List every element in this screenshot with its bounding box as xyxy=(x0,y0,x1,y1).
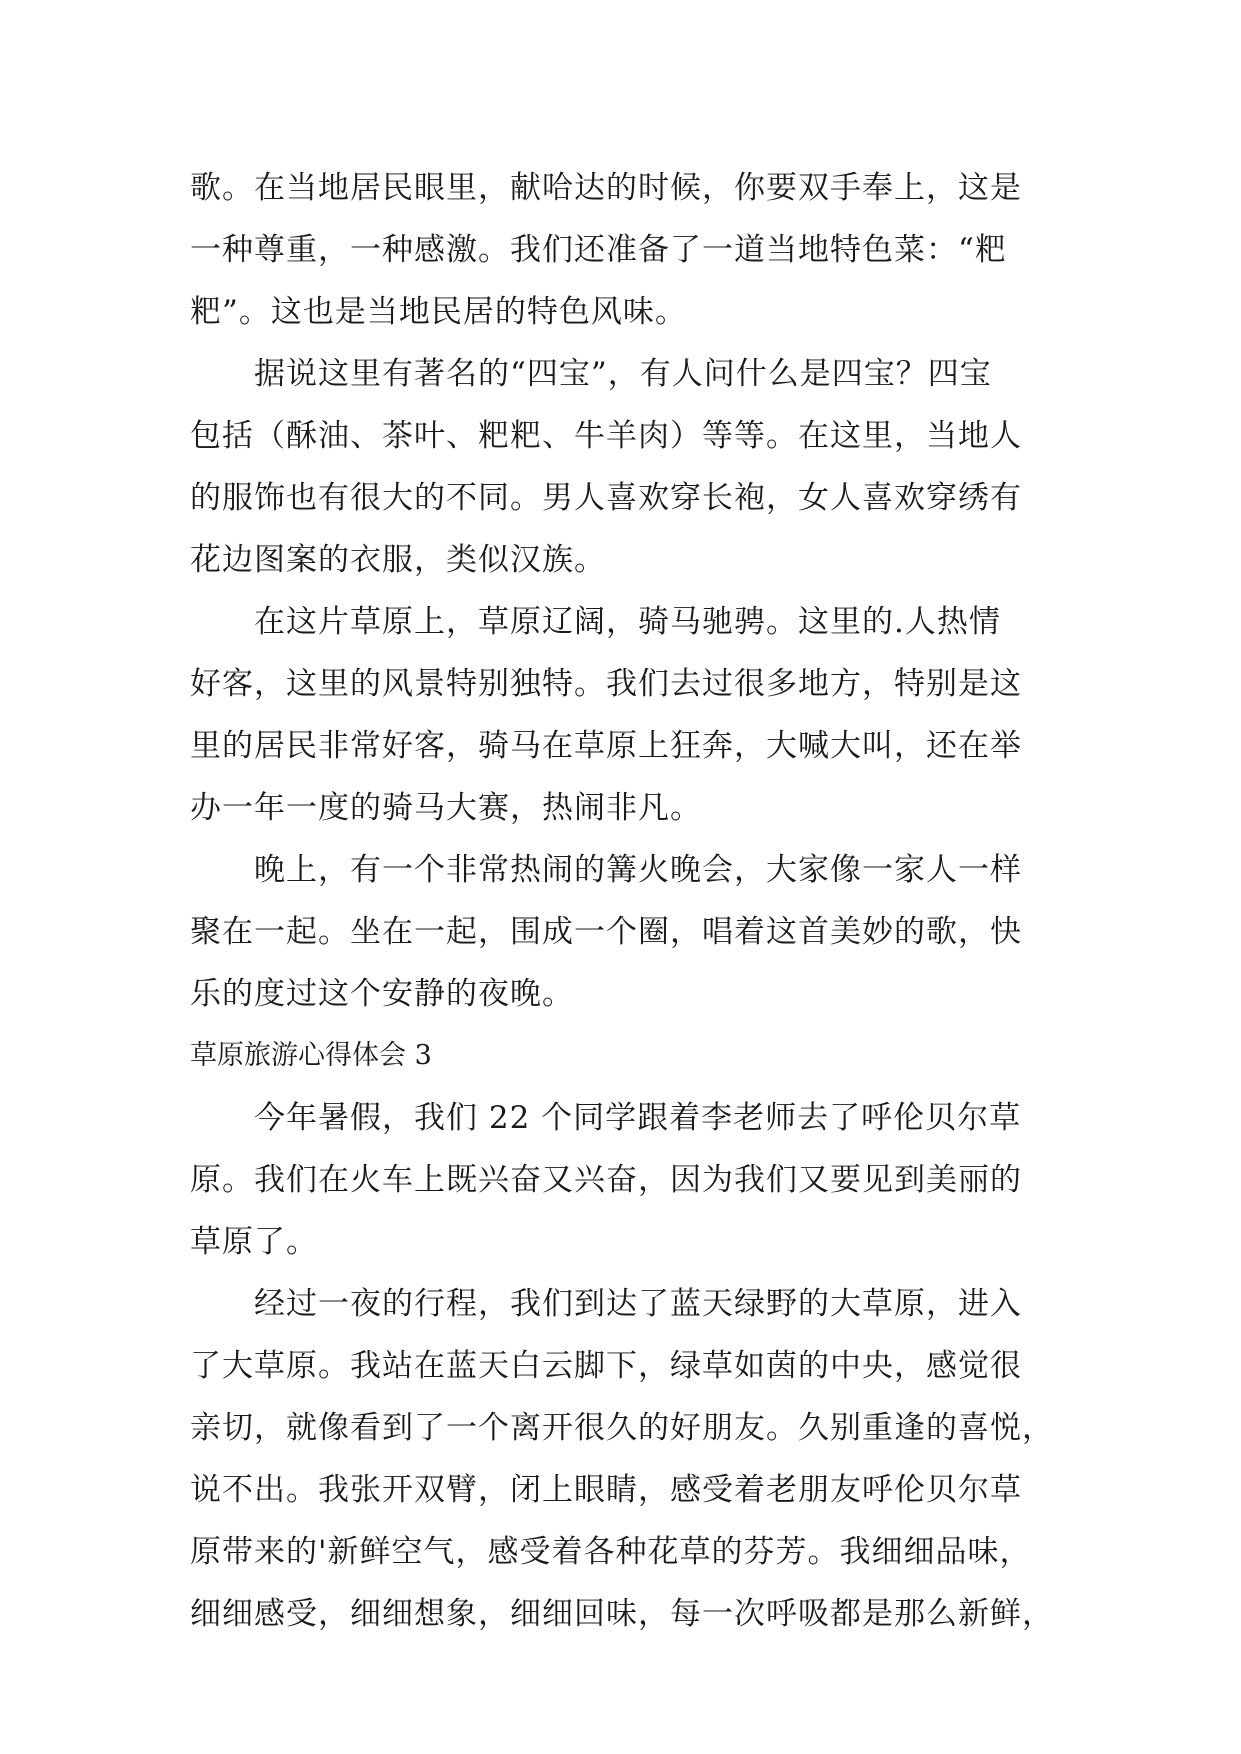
paragraph-3 xyxy=(190,591,1052,839)
text-line: 据说这里有著名的“四宝”，有人问什么是四宝？四宝 xyxy=(254,356,992,392)
text-line: 细细感受，细细想象，细细回味，每一次呼吸都是那么新鲜， xyxy=(190,1596,1054,1632)
text-line: 原带来的'新鲜空气，感受着各种花草的芬芳。我细细品味， xyxy=(190,1534,1032,1570)
text-line: 亲切，就像看到了一个离开很久的好朋友。久别重逢的喜悦， xyxy=(190,1410,1054,1446)
paragraph-6 xyxy=(190,1273,1052,1645)
text-line: 经过一夜的行程，我们到达了蓝天绿野的大草原，进入 xyxy=(254,1286,1022,1322)
text-line: 在这片草原上，草原辽阔，骑马驰骋。这里的.人热情 xyxy=(254,604,1001,640)
text-line: 的服饰也有很大的不同。男人喜欢穿长袍，女人喜欢穿绣有 xyxy=(190,480,1022,516)
text-line: 一种尊重，一种感激。我们还准备了一道当地特色菜：“粑 xyxy=(190,232,1007,268)
text-line: 了大草原。我站在蓝天白云脚下，绿草如茵的中央，感觉很 xyxy=(190,1348,1022,1384)
text-line: 说不出。我张开双臂，闭上眼睛，感受着老朋友呼伦贝尔草 xyxy=(190,1472,1022,1508)
text-line: 花边图案的衣服，类似汉族。 xyxy=(190,542,606,578)
text-line: 乐的度过这个安静的夜晚。 xyxy=(190,976,574,1012)
text-line: 粑”。这也是当地民居的特色风味。 xyxy=(190,294,687,330)
paragraph-1 xyxy=(190,157,1052,343)
text-line: 聚在一起。坐在一起，围成一个圈，唱着这首美妙的歌，快 xyxy=(190,914,1022,950)
paragraph-4 xyxy=(190,839,1052,1025)
text-line: 里的居民非常好客，骑马在草原上狂奔，大喊大叫，还在举 xyxy=(190,728,1022,764)
text-line: 包括（酥油、茶叶、粑粑、牛羊肉）等等。在这里，当地人 xyxy=(190,418,1022,454)
text-line: 歌。在当地居民眼里，献哈达的时候，你要双手奉上，这是 xyxy=(190,170,1022,206)
text-line: 办一年一度的骑马大赛，热闹非凡。 xyxy=(190,790,702,826)
document-body xyxy=(190,157,1052,1645)
text-line: 草原了。 xyxy=(190,1224,318,1260)
text-line: 晚上，有一个非常热闹的篝火晚会，大家像一家人一样 xyxy=(254,852,1022,888)
paragraph-5 xyxy=(190,1087,1052,1273)
text-line: 好客，这里的风景特别独特。我们去过很多地方，特别是这 xyxy=(190,666,1022,702)
text-line: 今年暑假，我们 22 个同学跟着李老师去了呼伦贝尔草 xyxy=(254,1100,1022,1136)
text-line: 原。我们在火车上既兴奋又兴奋，因为我们又要见到美丽的 xyxy=(190,1162,1022,1198)
section-heading: 草原旅游心得体会 3 xyxy=(190,1040,432,1071)
paragraph-2 xyxy=(190,343,1052,591)
